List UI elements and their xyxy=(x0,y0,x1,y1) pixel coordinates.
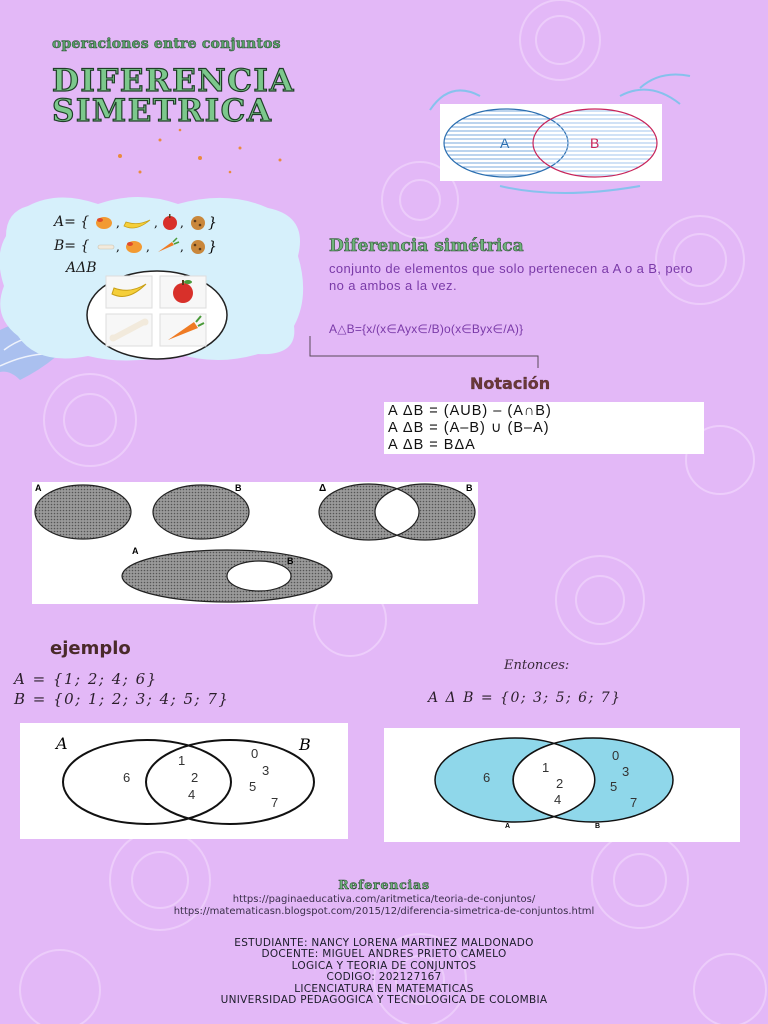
credit-university: UNIVERSIDAD PEDAGOGICA Y TECNOLOGICA DE COLOMBIA xyxy=(220,994,548,1007)
credit-student: ESTUDIANTE: NANCY LORENA MARTINEZ MALDONADO xyxy=(234,937,534,949)
page-subtitle: operaciones entre conjuntos xyxy=(52,36,281,52)
hero-label-b: B xyxy=(590,135,600,151)
diagram-label-b3: B xyxy=(287,556,294,566)
page-title xyxy=(52,63,295,129)
venn-right-item: 7 xyxy=(630,795,638,810)
example-venn-right xyxy=(384,728,740,842)
diagram-sym-diff xyxy=(319,484,475,540)
set-items-row xyxy=(94,214,244,264)
venn-left-label-b: B xyxy=(299,735,311,754)
hero-venn-panel xyxy=(440,104,662,181)
svg-text:,: , xyxy=(146,240,150,254)
diagram-label-a: A xyxy=(35,483,42,493)
diagram-label-delta: Δ xyxy=(319,483,327,494)
diagram-set-a xyxy=(35,485,131,539)
svg-text:,: , xyxy=(116,216,120,230)
bone-icon xyxy=(98,245,114,249)
mango-icon xyxy=(96,217,112,229)
title-line-1: DIFERENCIA xyxy=(52,63,295,99)
diagram-label-a2: A xyxy=(132,546,139,556)
example-set-a: A = {1; 2; 4; 6} xyxy=(14,670,158,688)
diagram-label-b: B xyxy=(235,483,242,493)
shaded-diagrams xyxy=(32,482,478,604)
svg-text:}: } xyxy=(208,239,217,255)
then-label: Entonces: xyxy=(504,658,570,673)
sets-card xyxy=(0,196,308,362)
venn-right-item: 1 xyxy=(542,760,550,775)
venn-left-item: 5 xyxy=(249,779,257,794)
diagram-difference xyxy=(122,550,332,602)
references-heading: Referencias xyxy=(338,877,430,892)
notation-line-3: A ΔB = BΔA xyxy=(388,437,476,453)
venn-right-item: 0 xyxy=(612,748,620,763)
diagram-label-b2: B xyxy=(466,483,473,493)
venn-left-item: 3 xyxy=(262,763,270,778)
svg-text:}: } xyxy=(208,215,217,231)
notation-heading: Notación xyxy=(470,374,551,393)
venn-left-item: 1 xyxy=(178,753,186,768)
venn-right-item: 5 xyxy=(610,779,618,794)
banana-icon xyxy=(124,220,150,228)
notation-line-1: A ΔB = (AUB) – (A∩B) xyxy=(388,403,552,419)
hero-label-a: A xyxy=(500,135,510,151)
carrot-icon xyxy=(158,238,179,252)
definition-formula: A△B={x/(x∈Ayx∈/B)o(x∈Byx∈/A)} xyxy=(329,322,524,336)
credit-code: CODIGO: 20212716​7 xyxy=(326,971,442,984)
diagram-set-b xyxy=(153,485,249,539)
venn-right-label-a: A xyxy=(505,823,511,830)
svg-text:,: , xyxy=(180,216,184,230)
set-b-prefix: B= { xyxy=(54,238,90,254)
example-venn-left xyxy=(20,723,348,839)
title-line-2: SIMETRICA xyxy=(52,93,273,129)
venn-right-label-b: B xyxy=(595,823,601,830)
reference-link-2[interactable]: https://matematicasn.blogspot.com/2015/12/diferencia-simetrica-de-conjuntos.html xyxy=(173,906,595,917)
venn-right-item: 4 xyxy=(554,792,562,807)
venn-right-item: 6 xyxy=(483,770,491,785)
definition-text: conjunto de elementos que solo pertenecen a A o a B, pero no a ambos a la vez. xyxy=(329,261,693,293)
cookie-icon xyxy=(191,216,205,230)
credit-course: LOGICA Y TEORIA DE CONJUNTOS xyxy=(291,959,477,972)
venn-right-item: 3 xyxy=(622,764,630,779)
venn-left-item: 2 xyxy=(191,770,199,785)
result-circle xyxy=(84,268,230,362)
example-result: A Δ B = {0; 3; 5; 6; 7} xyxy=(428,690,622,706)
venn-left-item: 6 xyxy=(123,770,131,785)
venn-left-item: 0 xyxy=(251,746,259,761)
venn-left-label-a: A xyxy=(56,734,68,753)
cookie-icon-2 xyxy=(191,240,205,254)
venn-left-item: 4 xyxy=(188,787,196,802)
notation-panel xyxy=(384,402,704,454)
set-a-prefix: A= { xyxy=(54,214,90,230)
apple-icon xyxy=(163,214,177,230)
svg-text:,: , xyxy=(180,240,184,254)
notation-lines xyxy=(388,403,552,454)
credit-teacher: DOCENTE: MIGUEL ANDRES PRIETO CAMELO xyxy=(261,948,507,961)
example-venn-right-panel xyxy=(384,728,740,842)
notation-line-2: A ΔB = (A–B) ∪ (B–A) xyxy=(388,420,550,436)
reference-link-1[interactable]: https://paginaeducativa.com/aritmetica/teoria-de-conjuntos/ xyxy=(232,894,536,905)
set-a-definition xyxy=(54,214,89,230)
svg-text:,: , xyxy=(116,240,120,254)
credits-block xyxy=(0,938,768,1006)
connector-line xyxy=(306,334,546,370)
sym-diff-label: AΔB xyxy=(66,260,97,276)
venn-left-item: 7 xyxy=(271,795,279,810)
credit-program: LICENCIATURA EN MATEMATICAS xyxy=(294,982,474,995)
example-heading: ejemplo xyxy=(50,638,131,659)
example-venn-left-panel xyxy=(20,723,348,839)
hero-venn-diagram xyxy=(440,104,662,181)
svg-text:,: , xyxy=(154,216,158,230)
example-set-b: B = {0; 1; 2; 3; 4; 5; 7} xyxy=(14,690,230,708)
diagrams-panel xyxy=(32,482,478,604)
venn-right-item: 2 xyxy=(556,776,564,791)
definition-heading: Diferencia simétrica xyxy=(329,236,524,256)
mango-icon-2 xyxy=(126,241,142,253)
set-b-definition xyxy=(54,238,89,254)
